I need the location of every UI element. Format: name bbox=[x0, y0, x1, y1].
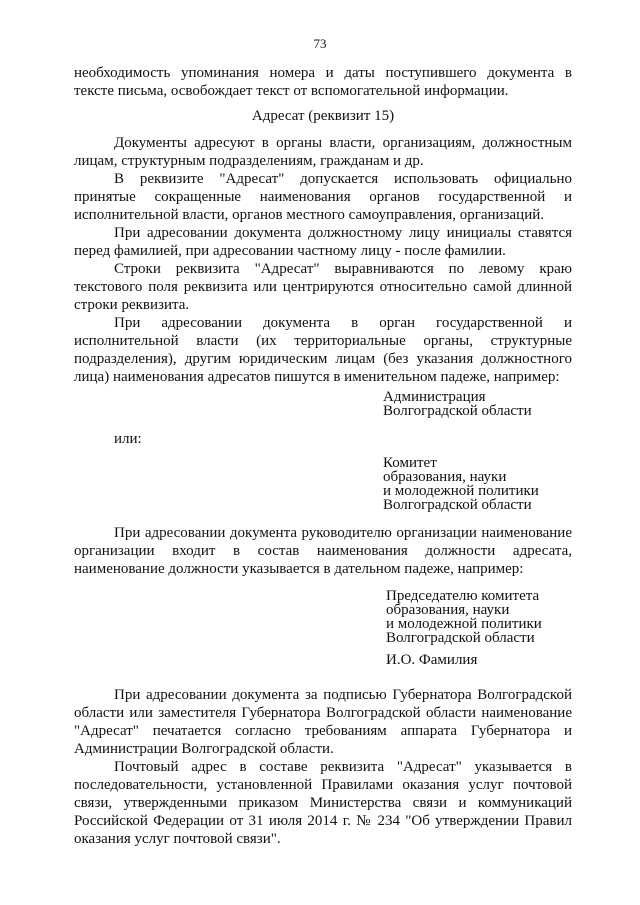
text-line: исполнительной власти (их территориальные органы, структурные bbox=[74, 333, 572, 349]
text-line: Строки реквизита "Адресат" выравниваются по левому краю bbox=[114, 261, 572, 277]
text-line: организации входит в состав наименования должности адресата, bbox=[74, 543, 572, 559]
addressee-line: и молодежной политики bbox=[386, 616, 542, 632]
text-line: строки реквизита. bbox=[74, 297, 190, 313]
text-line: Российской Федерации от 31 июля 2014 г. № 234 "Об утверждении Правил bbox=[74, 813, 572, 829]
addressee-line: Председателю комитета bbox=[386, 588, 540, 604]
page-number: 73 bbox=[313, 36, 327, 51]
text-line: наименование должности указывается в дательном падеже, например: bbox=[74, 561, 524, 577]
text-line: перед фамилией, при адресовании частному лицу - после фамилии. bbox=[74, 243, 506, 259]
text-line: При адресовании документа в орган государственной и bbox=[114, 315, 572, 331]
section-heading: Адресат (реквизит 15) bbox=[251, 108, 395, 124]
text-line: лица) наименования адресатов пишутся в именительном падеже, например: bbox=[74, 369, 560, 385]
text-line: принятые сокращенные наименования органов государственной и bbox=[74, 189, 572, 205]
text-line: лицам, структурным подразделениям, гражданам и др. bbox=[74, 153, 424, 169]
text-line: тексте письма, освобождает текст от вспомогательной информации. bbox=[74, 83, 509, 99]
addressee-example-1 bbox=[383, 390, 532, 418]
addressee-line: Комитет bbox=[383, 455, 437, 471]
text-line: При адресовании документа за подписью Губернатора Волгоградской bbox=[114, 687, 572, 703]
text-line: исполнительной власти, органов местного самоуправления, организаций. bbox=[74, 207, 544, 223]
text-line: "Адресат" печатается согласно требованиям аппарата Губернатора и bbox=[74, 723, 572, 739]
text-line: подразделения), другим юридическим лицам (без указания должностного bbox=[74, 351, 572, 367]
addressee-line: Администрация bbox=[383, 389, 486, 405]
text-line: Почтовый адрес в составе реквизита "Адресат" указывается в bbox=[114, 759, 572, 775]
text-line: связи, утвержденными приказом Министерства связи и коммуникаций bbox=[74, 795, 572, 811]
addressee-line: Волгоградской области bbox=[383, 497, 532, 513]
text-line: оказания услуг почтовой связи". bbox=[74, 831, 281, 847]
addressee-line: образования, науки bbox=[386, 602, 510, 618]
text-line: Администрации Волгоградской области. bbox=[74, 741, 334, 757]
addressee-line: Волгоградской области bbox=[386, 630, 535, 646]
text-line: последовательности, установленной Правилами оказания услуг почтовой bbox=[74, 777, 572, 793]
addressee-line: и молодежной политики bbox=[383, 483, 539, 499]
signature-name: И.О. Фамилия bbox=[386, 652, 478, 668]
text-line: Документы адресуют в органы власти, организациям, должностным bbox=[114, 135, 572, 151]
addressee-line: Волгоградской области bbox=[383, 403, 532, 419]
text-line: При адресовании документа руководителю организации наименование bbox=[114, 525, 572, 541]
text-line: При адресовании документа должностному лицу инициалы ставятся bbox=[114, 225, 572, 241]
text-line: текстового поля реквизита или центрируются относительно самой длинной bbox=[74, 279, 572, 295]
addressee-line: образования, науки bbox=[383, 469, 507, 485]
addressee-example-2 bbox=[383, 456, 539, 512]
text-line: необходимость упоминания номера и даты поступившего документа в bbox=[74, 65, 572, 81]
text-line: области или заместителя Губернатора Волгоградской области наименование bbox=[74, 705, 572, 721]
addressee-example-3 bbox=[386, 589, 542, 645]
or-label: или: bbox=[114, 431, 142, 447]
text-line: В реквизите "Адресат" допускается использовать официально bbox=[114, 171, 572, 187]
